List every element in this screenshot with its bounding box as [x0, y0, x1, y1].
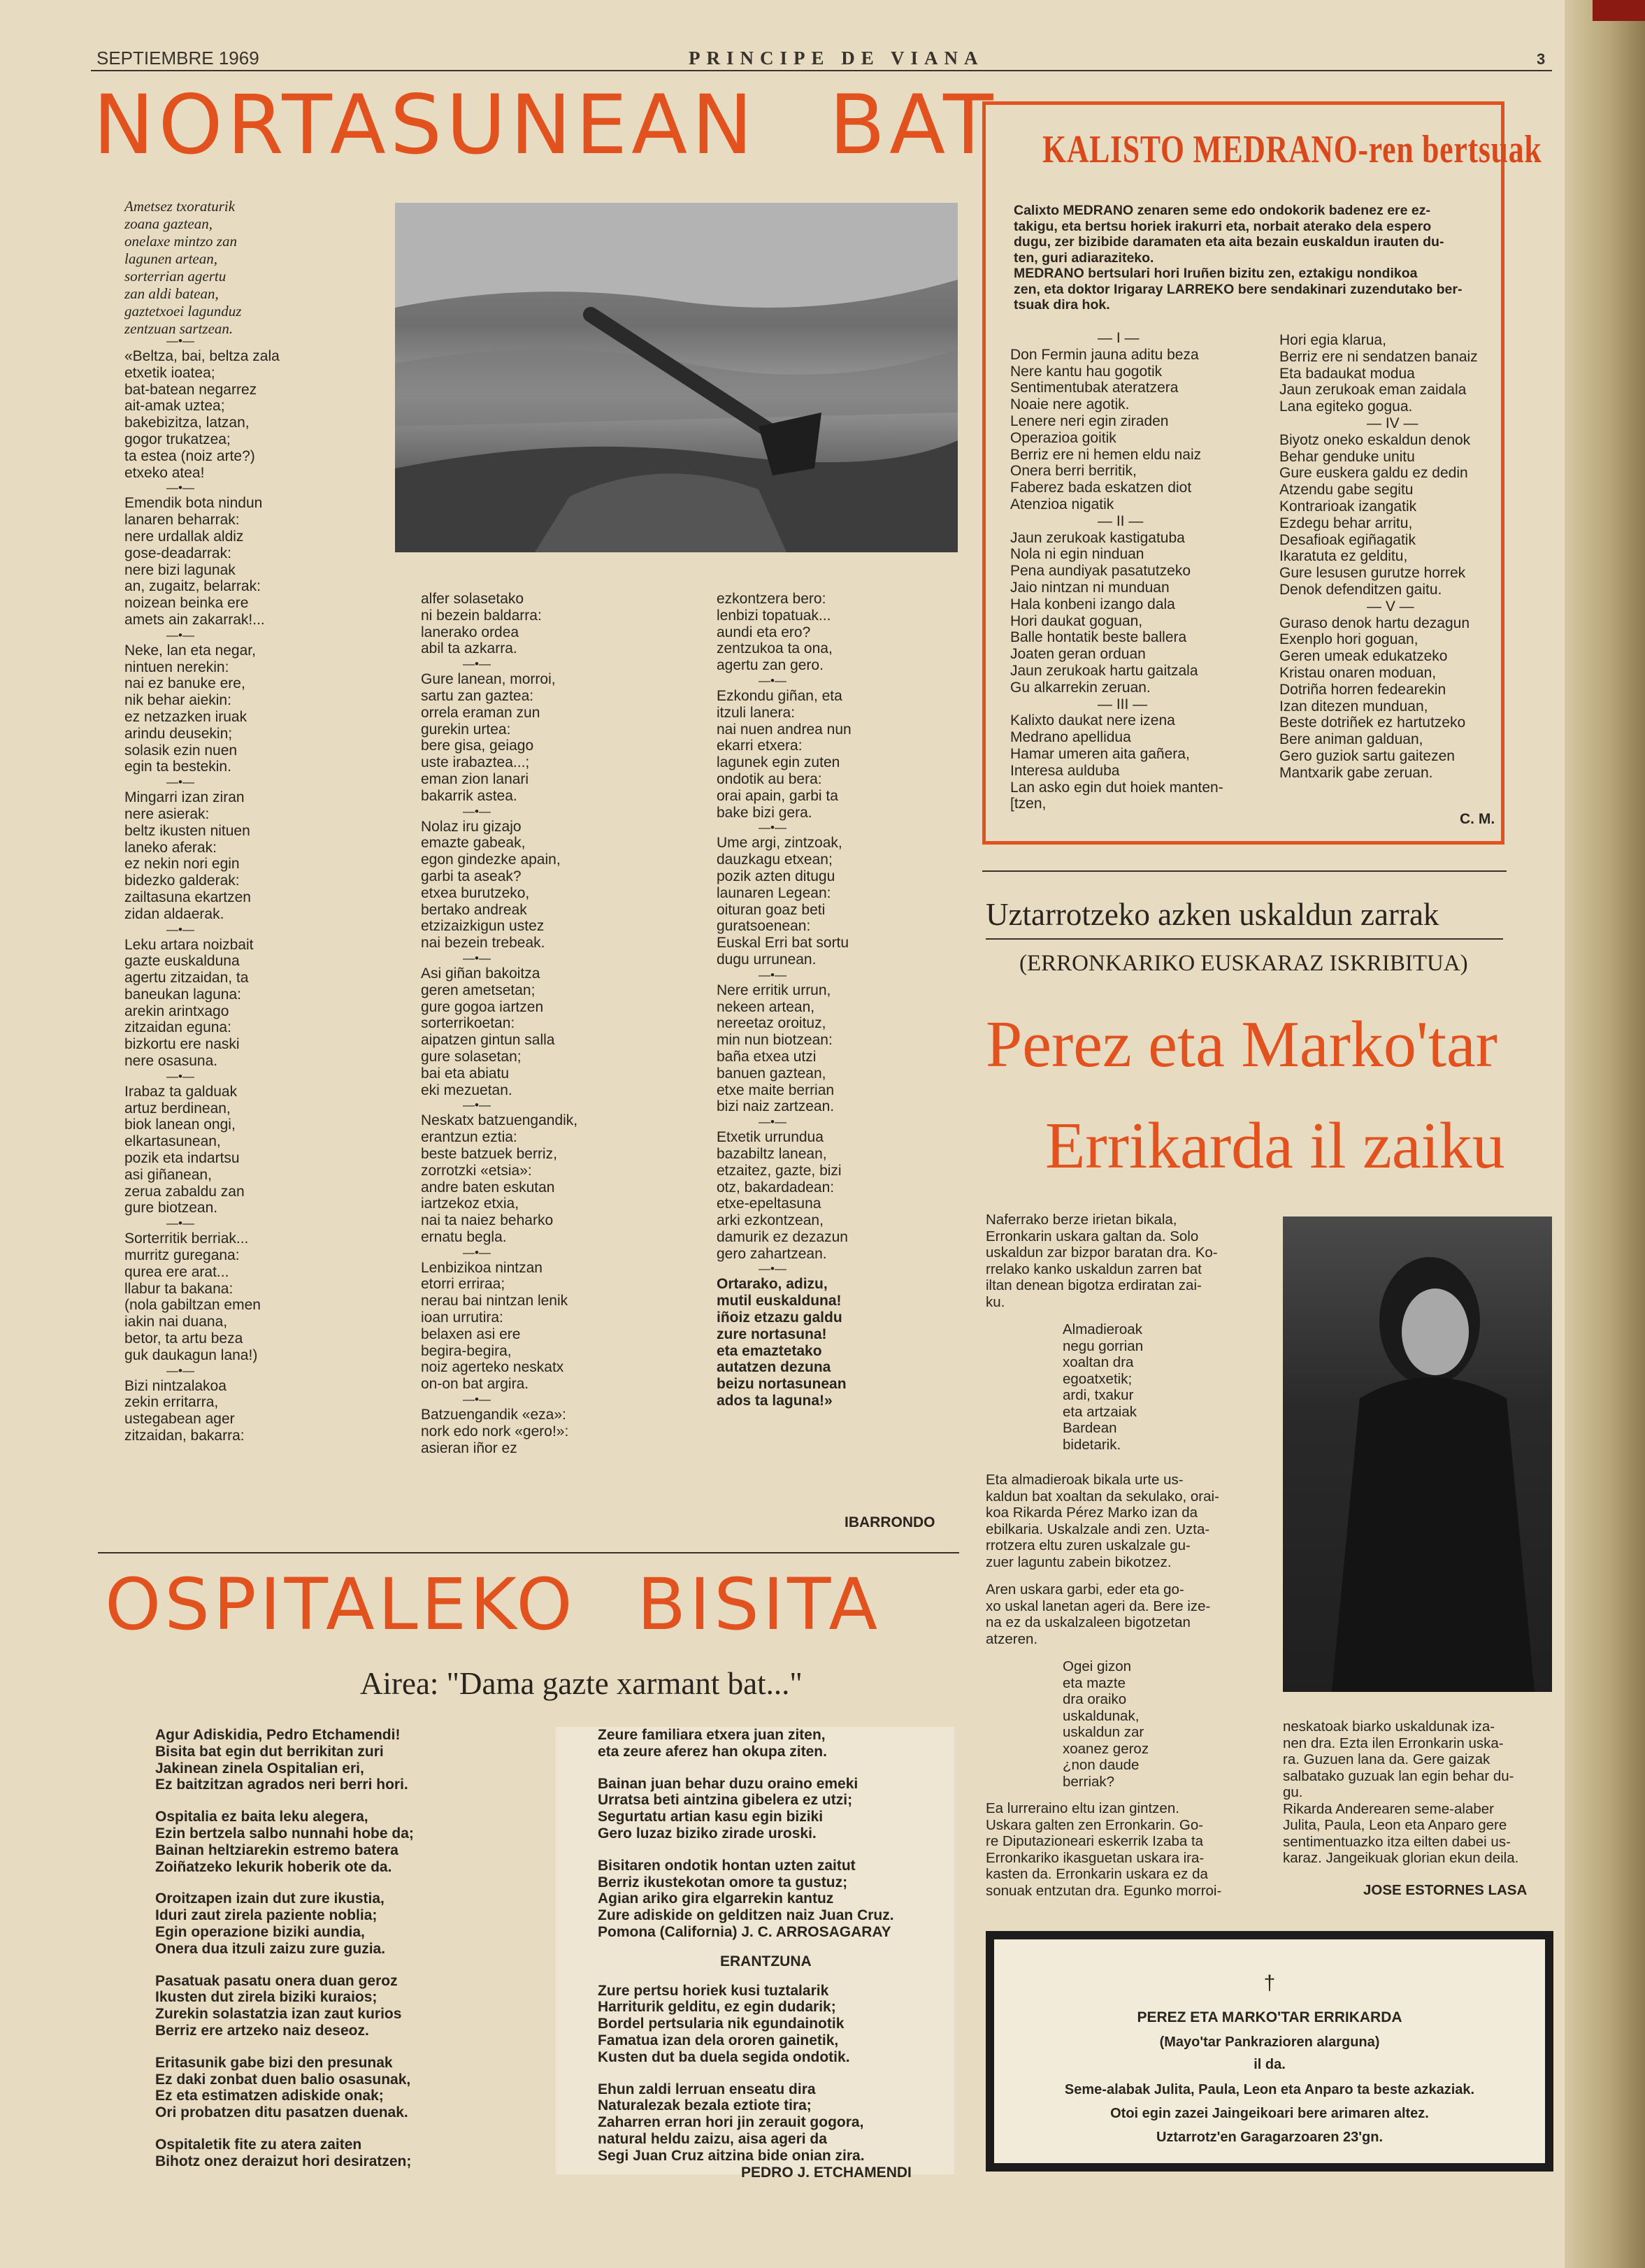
- verse-separator: —•—: [166, 1216, 194, 1230]
- verse: Guraso denok hartu dezagun Exenplo hori goguan, Geren umeak edukatzeko Kristau onaren moduan, Dotriña horren fedearekin Izan ditezen munduan, Beste dotriñek ez hartutzeko Bere animan galduan, Gero guziok sartu gaitezen Mantxarik gabe zeruan.: [1279, 615, 1470, 781]
- answer-heading: ERANTZUNA: [720, 1953, 812, 1969]
- verse-heading: — I —: [1098, 330, 1140, 346]
- nortasunean-column-1: [124, 334, 327, 1444]
- verse: alfer solasetako ni bezein baldarra: lanerako ordea abil ta azkarra.: [421, 591, 542, 657]
- kalisto-left-column: [1010, 330, 1272, 812]
- verse: Jaun zerukoak kastigatuba Nola ni egin ninduan Pena aundiyak pasatutzeko Jaio nintzan ni munduan Hala konbeni izango dala Hori daukat goguan, Balle hontatik beste ballera Joaten geran orduan Jaun zerukoak hartu gaitzala Gu alkarrekin zeruan.: [1010, 529, 1198, 696]
- kalisto-intro: Calixto MEDRANO zenaren seme edo ondokorik badenez ere ez- takigu, eta bertsu horiek irakurri eta, norbait aterako dela espero dugu, zer bizibide daramaten eta aita bezain euskaldun irauten du- ten, guri adiaraziteko. MEDRANO bertsulari hori Iruñen bizitu zen, eztakigu nondikoa zen, eta doktor Irigaray LARREKO bere sendakinari zuzendutako ber- tsuak dira hok.: [1014, 203, 1463, 313]
- notice-family: Seme-alabak Julita, Paula, Leon eta Anparo ta beste azkaziak.: [1064, 2082, 1475, 2097]
- kalisto-box: [982, 101, 1542, 845]
- portrait-photo: [1283, 1216, 1552, 1692]
- uztarrotze-title-line-2: Errikarda il zaiku: [1045, 1110, 1505, 1182]
- verse-separator: —•—: [166, 922, 194, 936]
- uztarrotze-paragraph-5: neskatoak biarko uskaldunak iza- nen dra. Ezta ilen Erronkarin uska- ra. Guzuen lana da. Gere gaizak salbatako guzuak lan egin behar du- gu. Rikarda Anderearen seme-alaber Julita, Paula, Leon eta Anparo gere sentimentuazko itza eilten dabei us- karaz. Jangeikuak glorian ekun deila.: [1283, 1718, 1519, 1866]
- verse-separator: —•—: [463, 1393, 491, 1407]
- header-rule: [91, 70, 1552, 71]
- verse-separator: —•—: [759, 1115, 786, 1129]
- verse: Oroitzapen izain dut zure ikustia, Iduri zaut zirela paziente noblia; Egin operazione biziki aundia, Onera dua itzuli zaizu zure guzia.: [155, 1890, 386, 1957]
- verse: Ospitalia ez baita leku alegera, Ezin bertzela salbo nunnahi hobe da; Bainan heltziarekin estremo batera Zoiñatzeko lekurik hoberik ote da.: [155, 1809, 414, 1875]
- verse-separator: —•—: [166, 628, 194, 642]
- nortasunean-title: NORTASUNEAN BAT: [93, 77, 998, 173]
- verse: Ehun zaldi lerruan enseatu dira Naturalezak bezala eztiote tira; Zaharren erran hori jin zerauit gogora, natural heldu zaizu, aisa ageri da Segi Juan Cruz aitzina bide onian zira.: [598, 2081, 865, 2164]
- verse: Lenbizikoa nintzan etorri erriraa; nerau bai nintzan lenik ioan urrutira: belaxen asi ere begira-begira, noiz agerteko neskatx on-on bat argira.: [421, 1259, 568, 1393]
- ospitaleko-column-1: [155, 1727, 575, 2170]
- edge-color-band: [1593, 0, 1645, 21]
- notice-place-date: Uztarrotz'en Garagarzoaren 23'gn.: [1156, 2130, 1384, 2145]
- verse-separator: —•—: [166, 481, 194, 495]
- verse-final: Ortarako, adizu, mutil euskalduna! iñoiz etzazu galdu zure nortasuna! eta emaztetako autatzen dezuna beizu nortasunean ados ta laguna!»: [717, 1276, 847, 1409]
- uztarrotze-kicker: Uztarrotzeko azken uskaldun zarrak: [986, 897, 1439, 932]
- verse-heading: — III —: [1098, 696, 1148, 712]
- nortasunean-column-2: [421, 591, 631, 1456]
- verse-separator: —•—: [759, 968, 786, 982]
- notice-widow-of: (Mayo'tar Pankrazioren alarguna): [1159, 2034, 1380, 2050]
- verse: Nere erritik urrun, nekeen artean, nereetaz oroituz, min nun biotzean: baña etxea utzi banuen gaztean, etxe maite berrian bizi naiz zartzean.: [717, 982, 835, 1115]
- verse: Eritasunik gabe bizi den presunak Ez daki zonbat duen balio osasunak, Ez eta estimatzen adiskide onak; Ori probatzen ditu pasatzen duenak.: [155, 2054, 411, 2121]
- header-page-number: 3: [1537, 50, 1546, 68]
- verse: Neke, lan eta negar, nintuen nerekin: nai ez banuke ere, nik behar aiekin: ez netzazken iruak arindu deusekin; solasik ezin nuen egin ta bestekin.: [124, 642, 256, 775]
- notice-died: il da.: [1253, 2057, 1286, 2072]
- verse-heading: — II —: [1098, 512, 1144, 529]
- uztarrotze-paragraph-3: Aren uskara garbi, eder eta go- xo uskal lanetan ageri da. Bere ize- na ez da uskalzaleen bigotzetan atzeren.: [986, 1581, 1211, 1647]
- section-rule: [982, 870, 1507, 872]
- cross-icon: †: [1263, 1972, 1276, 1995]
- uztarrotze-title-line-1: Perez eta Marko'tar: [986, 1008, 1497, 1081]
- kalisto-title: KALISTO MEDRANO-ren bertsuak: [1042, 128, 1542, 171]
- verse-separator: —•—: [759, 1262, 786, 1276]
- header-publication: PRINCIPE DE VIANA: [689, 48, 984, 69]
- section-rule: [98, 1552, 959, 1553]
- verse: «Beltza, bai, beltza zala etxetik ioatea; bat-batean negarrez ait-amak uztea; bakebizitza, latzan, gogor trukatzea; ta estea (noiz arte?) etxeko atea!: [124, 348, 280, 481]
- kicker-rule: [986, 938, 1503, 940]
- verse: Bisitaren ondotik hontan uzten zaitut Berriz ikustekotan omore ta gustuz; Agian ariko gira elgarrekin kantuz Zure adiskide on gelditzen naiz Juan Cruz. Pomona (California) J. C. ARROSAGARAY: [598, 1857, 894, 1940]
- verse: Mingarri izan ziran nere asierak: beltz ikusten nituen laneko aferak: ez nekin nori egin bidezko galderak: zailtasuna ekartzen zidan aldaerak.: [124, 789, 251, 922]
- header-date: SEPTIEMBRE 1969: [96, 48, 259, 69]
- verse: Nolaz iru gizajo emazte gabeak, egon gindezke apain, garbi ta aseak? etxea burutzeko, bertako andreak etzizaizkigun ustez nai bezein trebeak.: [421, 818, 561, 952]
- verse: Pasatuak pasatu onera duan geroz Ikusten dut zirela biziki kuraios; Zurekin solastatzia izan zaut kurios Berriz ere artzeko naiz deseoz.: [155, 1972, 402, 2039]
- uztarrotze-verse-1: Almadieroak negu gorrian xoaltan dra egoatxetik; ardi, txakur eta artzaiak Bardean bidetarik.: [1063, 1321, 1144, 1453]
- notice-prayer: Otoi egin zazei Jaingeikoari bere arimaren altez.: [1110, 2106, 1429, 2121]
- verse: Zure pertsu horiek kusi tuztalarik Harriturik gelditu, ez egin dudarik; Bordel pertsularia nik egundainotik Famatua izan dela ororen gainetik, Kusten dut ba duela segida ondotik.: [598, 1982, 850, 2065]
- verse: ezkontzera bero: lenbizi topatuak... aundi eta ero? zentzukoa ta ona, agertu zan gero.: [717, 591, 833, 674]
- uztarrotze-paragraph-2: Eta almadieroak bikala urte us- kaldun bat xoaltan da sekulako, orai- koa Rikarda Pérez Marko izan da ebilkaria. Uskalzale andi zen. Uzta- rrotzera eltu zuren uskalzale gu- zuer laguntu zabein bikotzez.: [986, 1472, 1219, 1570]
- verse: Hori egia klarua, Berriz ere ni sendatzen banaiz Eta badaukat modua Jaun zerukoak eman zaidala Lana egiteko gogua.: [1279, 332, 1478, 415]
- verse: Bainan juan behar duzu oraino emeki Urratsa beti aintzina gibelera ez utzi; Segurtatu artian kasu egin biziki Gero luzaz biziko zirade uroski.: [598, 1775, 859, 1842]
- obituary-notice: [986, 1931, 1553, 2172]
- verse: Bizi nintzalakoa zekin erritarra, ustegabean ager zitzaidan, bakarra:: [124, 1377, 245, 1444]
- verse: Gure lanean, morroi, sartu zan gaztea: orrela eraman zun gurekin urtea: bere gisa, geiago uste irabaztea...; eman zion lanari bakarrik astea.: [421, 671, 556, 804]
- verse-heading: — IV —: [1367, 415, 1418, 431]
- verse: Don Fermin jauna aditu beza Nere kantu hau gogotik Sentimentubak ateratzera Noaie nere agotik. Lenere neri egin ziraden Operazioa goitik Berriz ere ni hemen eldu naiz Onera berri berritik, Faberez bada eskatzen diot Atenzioa nigatik: [1010, 346, 1202, 512]
- uztarrotze-subkicker: (ERRONKARIKO EUSKARAZ ISKRIBITUA): [1019, 951, 1468, 976]
- verse: Ume argi, zintzoak, dauzkagu etxean; pozik azten ditugu launaren Legean: oituran goaz beti guratsoenean: Euskal Erri bat sortu dugu urrunean.: [717, 835, 849, 968]
- kalisto-right-column: [1279, 332, 1503, 782]
- answer-author: PEDRO J. ETCHAMENDI: [741, 2164, 912, 2181]
- verse-separator: —•—: [463, 1098, 491, 1112]
- verse-separator: —•—: [166, 775, 194, 789]
- kalisto-signature: C. M.: [1460, 811, 1495, 827]
- verse-separator: —•—: [166, 1363, 194, 1377]
- ospitaleko-column-2: [556, 1727, 954, 2181]
- verse-separator: —•—: [759, 673, 786, 687]
- verse: Zeure familiara etxera juan ziten, eta zeure aferez han okupa ziten.: [598, 1727, 827, 1760]
- verse: Biyotz oneko eskaldun denok Behar genduke unitu Gure euskera galdu ez dedin Atzendu gabe segitu Kontrarioak izangatik Ezdegu behar arritu, Desafioak egiñagatik Ikaratuta ez gelditu, Gure lesusen gurutze horrek Denok defenditzen gaitu.: [1279, 431, 1471, 598]
- verse: Agur Adiskidia, Pedro Etchamendi! Bisita bat egin dut berrikitan zuri Jakinean zinela Ospitalian eri, Ez baitzitzan agrados neri berri hori.: [155, 1727, 408, 1793]
- portrait-drawing: [1283, 1216, 1552, 1692]
- verse-heading: — V —: [1367, 598, 1414, 615]
- axe-landscape-photo: [395, 203, 958, 552]
- uztarrotze-paragraph-1: Naferrako berze irietan bikala, Erronkarin uskara galtan da. Solo uskaldun zar bizpor baratan dra. Ko- rrelako kanko uskaldun zarren bat iltan denean bigotza erdiratan zai- ku.: [986, 1212, 1218, 1310]
- uztarrotze-author: JOSE ESTORNES LASA: [1363, 1882, 1528, 1898]
- ospitaleko-title: OSPITALEKO BISITA: [105, 1563, 882, 1646]
- verse-separator: —•—: [463, 951, 491, 965]
- page-edge: [1565, 0, 1645, 2268]
- verse: Leku artara noizbait gazte euskalduna agertu zitzaidan, ta baneukan laguna: arekin arintxago zitzaidan eguna: bizkortu ere naski nere osasuna.: [124, 936, 254, 1070]
- ospitaleko-subtitle: Airea: "Dama gazte xarmant bat...": [360, 1666, 803, 1701]
- verse: Ezkondu giñan, eta itzuli lanera: nai nuen andrea nun ekarri etxera: lagunek egin zuten ondotik au bera: orai apain, garbi ta bake bizi gera.: [717, 687, 852, 821]
- verse-separator: —•—: [463, 657, 491, 671]
- notice-name: PEREZ ETA MARKO'TAR ERRIKARDA: [1137, 2009, 1402, 2025]
- verse: Ospitaletik fite zu atera zaiten Bihotz onez deraizut hori desiratzen;: [155, 2136, 412, 2169]
- verse: Irabaz ta galduak artuz berdinean, biok lanean ongi, elkartasunean, pozik eta indartsu asi giñanean, zerua zabaldu zan gure biotzean.: [124, 1083, 245, 1216]
- nortasunean-author: IBARRONDO: [845, 1514, 935, 1530]
- uztarrotze-verse-2: Ogei gizon eta mazte dra oraiko uskaldunak, uskaldun zar xoanez geroz ¿non daude berriak?: [1063, 1658, 1149, 1790]
- verse-separator: —•—: [463, 1245, 491, 1259]
- verse-separator: —•—: [166, 334, 194, 347]
- uztarrotze-paragraph-4: Ea lurreraino eltu izan gintzen. Uskara galten zen Erronkarin. Go- re Diputazioneari eskerrik Izaba ta Erronkariko ikasguetan uskara ira- kasten da. Erronkarin uskara ez da sonuak entzutan dra. Egunko morroi-: [986, 1800, 1222, 1899]
- verse: Sorterritik berriak... murritz guregana: qurea ere arat... llabur ta bakana: (nola gabiltzan emen iakin nai duana, betor, ta artu beza guk daukagun lana!): [124, 1230, 261, 1363]
- axe-photo-drawing: [395, 203, 958, 552]
- verse-separator: —•—: [759, 821, 786, 835]
- nortasunean-intro: Ametsez txoraturik zoana gaztean, onelaxe mintzo zan lagunen artean, sorterrian agertu zan aldi batean, gaztetxoei lagunduz zentzuan sartzean.: [124, 198, 242, 337]
- verse: Asi giñan bakoitza geren ametsetan; gure gogoa iartzen sorterrikoetan: aipatzen gintun salla gure solasetan; bai eta abiatu eki mezuetan.: [421, 965, 555, 1098]
- verse-separator: —•—: [463, 804, 491, 818]
- nortasunean-column-3: [717, 591, 954, 1409]
- verse: Neskatx batzuengandik, erantzun eztia: beste batzuek berriz, zorrotzki «etsia»: andre baten eskutan iartzekoz etxia, nai ta naiez beharko ernatu begla.: [421, 1112, 578, 1245]
- verse-separator: —•—: [166, 1069, 194, 1083]
- verse: Batzuengandik «eza»: nork edo nork «gero!»: asieran iñor ez: [421, 1407, 569, 1456]
- verse: Etxetik urrundua bazabiltz lanean, etzaitez, gazte, bizi otz, bakardadean: etxe-epeltasuna arki ezkontzean, damurik ez dezazun gero zahartzean.: [717, 1129, 848, 1262]
- verse: Emendik bota nindun lanaren beharrak: nere urdallak aldiz gose-deadarrak: nere bizi lagunak an, zugaitz, belarrak: noizean beinka ere amets ain zakarrak!...: [124, 495, 265, 628]
- verse: Kalixto daukat nere izena Medrano apellidua Hamar umeren aita gañera, Interesa aulduba Lan asko egin dut hoiek manten- [tzen,: [1010, 712, 1223, 812]
